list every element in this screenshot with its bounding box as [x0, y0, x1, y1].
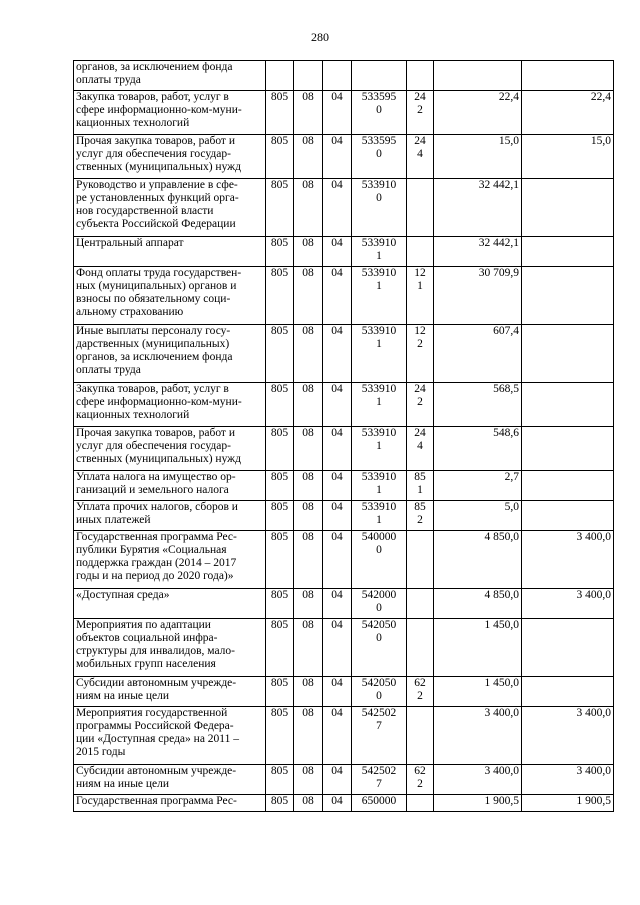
expense-type-cell: 24 4	[407, 427, 434, 471]
target-article-cell: 542502 7	[352, 707, 407, 765]
subsection-cell: 04	[323, 237, 352, 267]
expense-type-cell	[407, 531, 434, 589]
code-cell: 805	[266, 135, 294, 179]
item-name-cell: Иные выплаты персоналу госу- дарственных (муниципальных) органов, за исключением фонда оплаты труда	[74, 325, 266, 383]
expense-type-cell	[407, 589, 434, 619]
subsection-cell: 04	[323, 707, 352, 765]
amount-cell: 3 400,0	[434, 707, 522, 765]
target-article-cell: 542050 0	[352, 619, 407, 677]
expense-type-cell	[407, 707, 434, 765]
table-row	[74, 531, 614, 589]
amount-cell: 32 442,1	[434, 179, 522, 237]
target-article-cell: 533910 1	[352, 383, 407, 427]
section-cell: 08	[294, 325, 323, 383]
section-cell: 08	[294, 237, 323, 267]
amount-cell: 22,4	[434, 91, 522, 135]
expense-type-cell: 12 2	[407, 325, 434, 383]
expense-type-cell: 12 1	[407, 267, 434, 325]
subsection-cell: 04	[323, 765, 352, 795]
federal-amount-cell	[522, 179, 614, 237]
subsection-cell: 04	[323, 589, 352, 619]
expense-type-cell	[407, 237, 434, 267]
item-name-cell: Руководство и управление в сфе- ре установленных функций орга- нов государственной власти субъекта Российской Федерации	[74, 179, 266, 237]
federal-amount-cell	[522, 267, 614, 325]
code-cell: 805	[266, 589, 294, 619]
table-row	[74, 267, 614, 325]
federal-amount-cell	[522, 325, 614, 383]
section-cell	[294, 61, 323, 91]
amount-cell: 1 450,0	[434, 619, 522, 677]
expense-type-cell	[407, 179, 434, 237]
code-cell: 805	[266, 179, 294, 237]
amount-cell: 548,6	[434, 427, 522, 471]
section-cell: 08	[294, 179, 323, 237]
code-cell: 805	[266, 677, 294, 707]
table-row	[74, 707, 614, 765]
table-body	[74, 61, 614, 812]
section-cell: 08	[294, 619, 323, 677]
target-article-cell: 533910 1	[352, 501, 407, 531]
target-article-cell: 542050 0	[352, 677, 407, 707]
item-name-cell: Мероприятия государственной программы Российской Федера- ции «Доступная среда» на 2011 – 2015 годы	[74, 707, 266, 765]
target-article-cell: 542502 7	[352, 765, 407, 795]
subsection-cell: 04	[323, 91, 352, 135]
amount-cell	[434, 61, 522, 91]
section-cell: 08	[294, 383, 323, 427]
subsection-cell: 04	[323, 471, 352, 501]
target-article-cell: 533910 1	[352, 237, 407, 267]
amount-cell: 1 900,5	[434, 795, 522, 812]
code-cell: 805	[266, 531, 294, 589]
table-row	[74, 619, 614, 677]
target-article-cell	[352, 61, 407, 91]
amount-cell: 4 850,0	[434, 589, 522, 619]
amount-cell: 568,5	[434, 383, 522, 427]
item-name-cell: Субсидии автономным учрежде- ниям на иные цели	[74, 765, 266, 795]
code-cell: 805	[266, 765, 294, 795]
federal-amount-cell	[522, 619, 614, 677]
amount-cell: 15,0	[434, 135, 522, 179]
section-cell: 08	[294, 135, 323, 179]
federal-amount-cell: 3 400,0	[522, 707, 614, 765]
section-cell: 08	[294, 765, 323, 795]
code-cell: 805	[266, 619, 294, 677]
code-cell: 805	[266, 707, 294, 765]
item-name-cell: «Доступная среда»	[74, 589, 266, 619]
item-name-cell: Государственная программа Рес-	[74, 795, 266, 812]
item-name-cell: Уплата налога на имущество ор- ганизаций и земельного налога	[74, 471, 266, 501]
section-cell: 08	[294, 531, 323, 589]
item-name-cell: Прочая закупка товаров, работ и услуг для обеспечения государ- ственных (муниципальных) нужд	[74, 135, 266, 179]
amount-cell: 32 442,1	[434, 237, 522, 267]
federal-amount-cell: 15,0	[522, 135, 614, 179]
expense-type-cell	[407, 61, 434, 91]
table-row	[74, 179, 614, 237]
expense-type-cell: 24 2	[407, 383, 434, 427]
page-number: 280	[311, 30, 329, 44]
federal-amount-cell	[522, 427, 614, 471]
subsection-cell: 04	[323, 677, 352, 707]
section-cell: 08	[294, 471, 323, 501]
table-row	[74, 589, 614, 619]
federal-amount-cell	[522, 383, 614, 427]
code-cell: 805	[266, 91, 294, 135]
amount-cell: 4 850,0	[434, 531, 522, 589]
item-name-cell: Государственная программа Рес- публики Бурятия «Социальная поддержка граждан (2014 – 2017 годы и на период до 2020 года)»	[74, 531, 266, 589]
section-cell: 08	[294, 91, 323, 135]
target-article-cell: 533910 0	[352, 179, 407, 237]
federal-amount-cell: 1 900,5	[522, 795, 614, 812]
subsection-cell: 04	[323, 135, 352, 179]
subsection-cell: 04	[323, 179, 352, 237]
section-cell: 08	[294, 427, 323, 471]
code-cell: 805	[266, 267, 294, 325]
target-article-cell: 533910 1	[352, 325, 407, 383]
item-name-cell: Прочая закупка товаров, работ и услуг для обеспечения государ- ственных (муниципальных) нужд	[74, 427, 266, 471]
table-row	[74, 237, 614, 267]
expense-type-cell: 62 2	[407, 765, 434, 795]
table-row	[74, 471, 614, 501]
section-cell: 08	[294, 677, 323, 707]
amount-cell: 2,7	[434, 471, 522, 501]
target-article-cell: 533910 1	[352, 471, 407, 501]
federal-amount-cell: 22,4	[522, 91, 614, 135]
section-cell: 08	[294, 795, 323, 812]
amount-cell: 5,0	[434, 501, 522, 531]
federal-amount-cell	[522, 471, 614, 501]
target-article-cell: 533910 1	[352, 267, 407, 325]
code-cell: 805	[266, 383, 294, 427]
expense-type-cell: 24 2	[407, 91, 434, 135]
table-row	[74, 795, 614, 812]
section-cell: 08	[294, 267, 323, 325]
item-name-cell: Закупка товаров, работ, услуг в сфере информационно-ком-муни- кационных технологий	[74, 383, 266, 427]
federal-amount-cell	[522, 501, 614, 531]
budget-table	[73, 60, 614, 812]
federal-amount-cell	[522, 677, 614, 707]
table-row	[74, 61, 614, 91]
code-cell: 805	[266, 237, 294, 267]
code-cell: 805	[266, 795, 294, 812]
expense-type-cell: 85 2	[407, 501, 434, 531]
subsection-cell: 04	[323, 383, 352, 427]
amount-cell: 1 450,0	[434, 677, 522, 707]
code-cell: 805	[266, 471, 294, 501]
item-name-cell: Центральный аппарат	[74, 237, 266, 267]
amount-cell: 607,4	[434, 325, 522, 383]
table-row	[74, 383, 614, 427]
subsection-cell: 04	[323, 427, 352, 471]
expense-type-cell: 24 4	[407, 135, 434, 179]
section-cell: 08	[294, 589, 323, 619]
section-cell: 08	[294, 501, 323, 531]
subsection-cell: 04	[323, 531, 352, 589]
item-name-cell: Фонд оплаты труда государствен- ных (муниципальных) органов и взносы по обязательному соци- альному страхованию	[74, 267, 266, 325]
subsection-cell: 04	[323, 795, 352, 812]
expense-type-cell: 85 1	[407, 471, 434, 501]
federal-amount-cell	[522, 61, 614, 91]
target-article-cell: 533595 0	[352, 91, 407, 135]
amount-cell: 30 709,9	[434, 267, 522, 325]
item-name-cell: органов, за исключением фонда оплаты труда	[74, 61, 266, 91]
code-cell	[266, 61, 294, 91]
table-row	[74, 91, 614, 135]
item-name-cell: Мероприятия по адаптации объектов социальной инфра- структуры для инвалидов, мало- мобильных групп населения	[74, 619, 266, 677]
table-row	[74, 135, 614, 179]
target-article-cell: 650000	[352, 795, 407, 812]
target-article-cell: 542000 0	[352, 589, 407, 619]
subsection-cell: 04	[323, 325, 352, 383]
amount-cell: 3 400,0	[434, 765, 522, 795]
target-article-cell: 533595 0	[352, 135, 407, 179]
section-cell: 08	[294, 707, 323, 765]
item-name-cell: Субсидии автономным учрежде- ниям на иные цели	[74, 677, 266, 707]
item-name-cell: Закупка товаров, работ, услуг в сфере информационно-ком-муни- кационных технологий	[74, 91, 266, 135]
code-cell: 805	[266, 325, 294, 383]
federal-amount-cell: 3 400,0	[522, 765, 614, 795]
federal-amount-cell: 3 400,0	[522, 531, 614, 589]
federal-amount-cell: 3 400,0	[522, 589, 614, 619]
code-cell: 805	[266, 501, 294, 531]
subsection-cell: 04	[323, 501, 352, 531]
table-row	[74, 427, 614, 471]
expense-type-cell	[407, 795, 434, 812]
item-name-cell: Уплата прочих налогов, сборов и иных платежей	[74, 501, 266, 531]
subsection-cell: 04	[323, 619, 352, 677]
subsection-cell	[323, 61, 352, 91]
code-cell: 805	[266, 427, 294, 471]
table-row	[74, 325, 614, 383]
expense-type-cell	[407, 619, 434, 677]
table-row	[74, 501, 614, 531]
target-article-cell: 540000 0	[352, 531, 407, 589]
subsection-cell: 04	[323, 267, 352, 325]
federal-amount-cell	[522, 237, 614, 267]
target-article-cell: 533910 1	[352, 427, 407, 471]
expense-type-cell: 62 2	[407, 677, 434, 707]
table-row	[74, 677, 614, 707]
table-row	[74, 765, 614, 795]
